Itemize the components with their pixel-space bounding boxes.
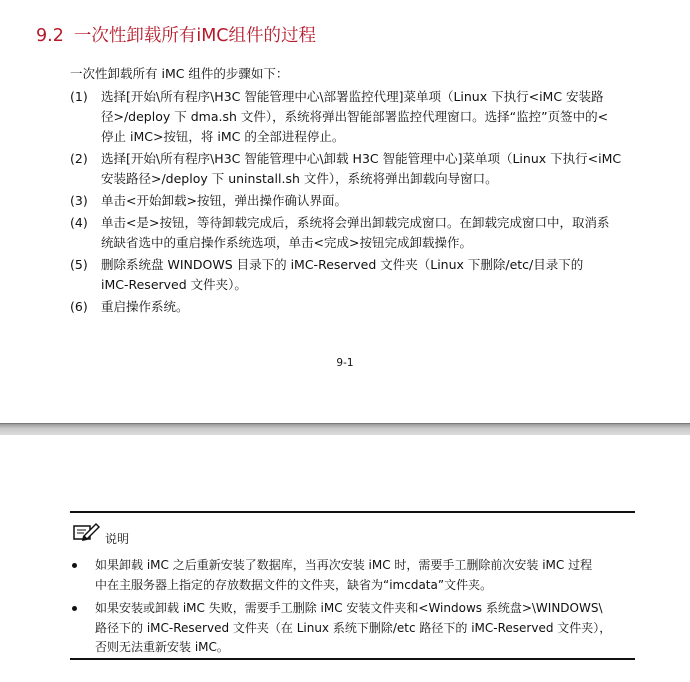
page-divider [0,423,690,435]
step-text: 选择[开始\所有程序\H3C 智能管理中心\部署监控代理]菜单项（Linux 下执行<iMC 安装路 径>/deploy 下 dma.sh 文件），系统将弹出智能部署监控代理窗口。选择“监控”页签中的< 停止 iMC>按钮，将 iMC 的全部进程停止。 [101,89,609,144]
step-text: 重启操作系统。 [101,299,189,314]
bullet-icon [72,606,77,611]
section-number: 9.2 [36,26,64,46]
note-item [70,599,635,658]
step-number: (5) [70,257,88,272]
step-number: (2) [70,151,88,166]
step-item [70,213,632,253]
steps-list [70,87,632,319]
step-item [70,87,632,147]
section-title: 一次性卸载所有iMC组件的过程 [73,26,317,46]
note-item [70,556,635,595]
note-top-rule [70,511,635,513]
note-list [70,556,635,662]
step-text: 单击<是>按钮，等待卸载完成后，系统将会弹出卸载完成窗口。在卸载完成窗口中，取消系 统缺省选中的重启操作系统选项，单击<完成>按钮完成卸载操作。 [101,215,610,250]
step-number: (3) [70,193,88,208]
step-item [70,191,632,211]
section-heading [36,22,316,47]
step-text: 选择[开始\所有程序\H3C 智能管理中心\卸载 H3C 智能管理中心]菜单项（Linux 下执行<iMC 安装路径>/deploy 下 uninstall.sh 文件），系统将弹出卸载向导窗口。 [101,151,622,186]
step-item [70,255,632,295]
note-pencil-icon [72,519,102,543]
step-number: (1) [70,89,88,104]
step-text: 单击<开始卸载>按钮，弹出操作确认界面。 [101,193,347,208]
note-text: 如果安装或卸载 iMC 失败，需要手工删除 iMC 安装文件夹和<Windows 系统盘>\WINDOWS\ 路径下的 iMC-Reserved 文件夹（在 Linux 系统下删除/etc 路径下的 iMC-Reserved 文件夹）， 否则无法重新安装 iMC。 [95,601,612,654]
step-item [70,149,632,189]
step-item [70,297,632,317]
intro-text: 一次性卸载所有 iMC 组件的步骤如下： [70,66,289,81]
note-bottom-rule [70,658,635,660]
note-label: 说明 [105,532,130,546]
bullet-icon [72,563,77,568]
step-text: 删除系统盘 WINDOWS 目录下的 iMC-Reserved 文件夹（Linux 下删除/etc/目录下的 iMC-Reserved 文件夹）。 [101,257,584,292]
page-number: 9-1 [336,357,354,369]
step-number: (6) [70,299,88,314]
note-text: 如果卸载 iMC 之后重新安装了数据库，当再次安装 iMC 时，需要手工删除前次安装 iMC 过程 中在主服务器上指定的存放数据文件的文件夹，缺省为“imcdata”文件夹。 [95,558,593,592]
step-number: (4) [70,215,88,230]
